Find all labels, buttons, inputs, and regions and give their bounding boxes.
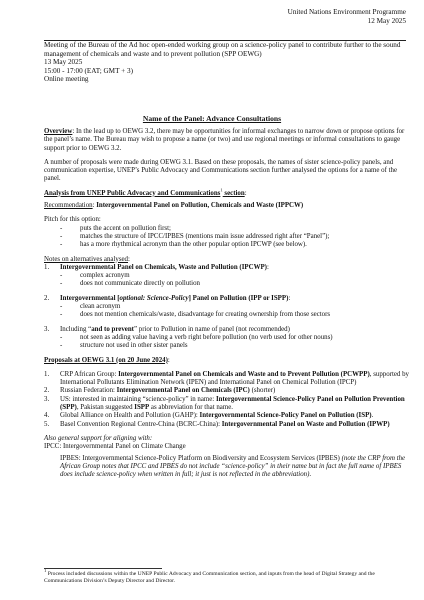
alternative-3: 3. Including “and to prevent” prior to Pollution in name of panel (not recommended) — [44, 325, 290, 333]
meeting-info — [44, 41, 410, 84]
footnote-ref: 1 — [220, 187, 223, 193]
footnote: $^1$ Process included discussions within the UNEP Public Advocacy and Communication section, and inputs from the head of Digital Strategy and the Communications Division’s Deputy Director and Director. — [44, 568, 375, 584]
alternative-note: - does not communicate directly on pollution — [44, 280, 410, 288]
alignment-ipcc: IPCC: Intergovernmental Panel on Climate Change — [44, 443, 186, 451]
header-org: United Nations Environment Programme — [287, 8, 406, 16]
proposal-item: 4. Global Alliance on Health and Pollution (GAHP): Intergovernmental Science-Policy Panel on Pollution (ISP). — [44, 412, 374, 420]
proposals-paragraph: A number of proposals were made during OEWG 3.1. Based on these proposals, the names of sister science-policy panels, and communication expertise, UNEP’s Public Advocacy and Communications section further analysed the options for a name of the panel. — [44, 158, 398, 183]
proposal-item: 3. US: interested in maintaining “science-policy” in name: Intergovernmental Science-Policy Panel on Pollution Prevention (SPP), Pakistan suggested ISPP as abbreviation for that name. — [44, 395, 405, 412]
document-title: Name of the Panel: Advance Consultations — [142, 114, 282, 123]
notes-heading: Notes on alternatives analysed: — [44, 255, 130, 263]
alignment-intro: Also general support for aligning with: — [44, 434, 153, 442]
header-date: 12 May 2025 — [367, 17, 406, 25]
pitch-item: - puts the accent on pollution first; — [44, 225, 410, 233]
recommendation: Recommendation: Intergovernmental Panel on Pollution, Chemicals and Waste (IPPCW) — [44, 202, 304, 210]
document-body — [44, 128, 410, 479]
proposal-item: 1. CRP African Group: Intergovernmental Panel on Chemicals and Waste and to Prevent Pollution (PCWPP), supported by International Pollutants Elimination Network (IPEN) and International Panel on Chemical Pollution (IPCP) — [44, 370, 409, 387]
analysis-heading: Analysis from UNEP Public Advocacy and Communications$^1$ section: — [44, 187, 247, 197]
meeting-name: Meeting of the Bureau of the Ad hoc open-ended working group on a science-policy panel to contribute further to the sound management of chemicals and waste and to prevent pollution (SPP OEWG) — [44, 41, 401, 58]
overview-label: Overview — [44, 128, 73, 135]
recommended-name: Intergovernmental Panel on Pollution, Chemicals and Waste (IPPCW) — [96, 202, 304, 210]
meeting-format: Online meeting — [44, 75, 89, 84]
proposal-item: 5. Basel Convention Regional Centre-China (BCRC-China): Intergovernmental Panel on Waste and Pollution (IPWP) — [44, 420, 390, 428]
oewg-heading: Proposals at OEWG 3.1 (on 20 June 2024): — [44, 356, 170, 364]
alternative-note: - clean acronym — [44, 303, 410, 311]
alternative-1: 1. Intergovernmental Panel on Chemicals, Waste and Pollution (IPCWP): — [44, 263, 269, 271]
pitch-item: - matches the structure of IPCC/IPBES (mentions main issue addressed right after “Panel”); — [44, 233, 410, 241]
alignment-ipbes: IPBES: Intergovernmental Science-Policy Platform on Biodiversity and Ecosystem Services (IPBES) (note the CRP from the African Group notes that IPCC and IPBES do not include “science-policy” in their name but in fact the full name of IPBES does include science-policy when written in full; it just is not reflected in the abbreviation). — [60, 454, 406, 479]
footnote-rule — [44, 568, 162, 569]
pitch-item: - has a more rhythmical acronym than the other popular option IPCWP (see below). — [44, 241, 410, 249]
alternative-note: - structure not used in other sister panels — [44, 342, 410, 350]
proposal-item: 2. Russian Federation: Intergovernmental Panel on Chemicals (IPC) (shorter) — [44, 387, 276, 395]
pitch-intro: Pitch for this option: — [44, 216, 101, 224]
alternative-note: - not seen as adding value having a verb right before pollution (no verb used for other nouns) — [44, 334, 410, 342]
overview-text: : In the lead up to OEWG 3.2, there may be opportunities for informal exchanges to narrow down or propose options for the panel’s name. The Bureau may wish to propose a name (or two) and use regional meetings or informal consultations to gauge support prior to OEWG 3.2. — [44, 128, 405, 152]
alternative-note: - complex acronym — [44, 272, 410, 280]
alternative-note: - does not mention chemicals/waste, disadvantage for creating ownership from those sectors — [44, 311, 410, 319]
overview-paragraph — [44, 128, 410, 153]
alternative-2: 2. Intergovernmental [optional: Science-Policy] Panel on Pollution (IPP or ISPP): — [44, 294, 291, 302]
recommendation-label: Recommendation — [44, 202, 93, 210]
meeting-time: 15:00 - 17:00 (EAT; GMT + 3) — [44, 66, 133, 75]
meeting-date: 13 May 2025 — [44, 58, 83, 67]
